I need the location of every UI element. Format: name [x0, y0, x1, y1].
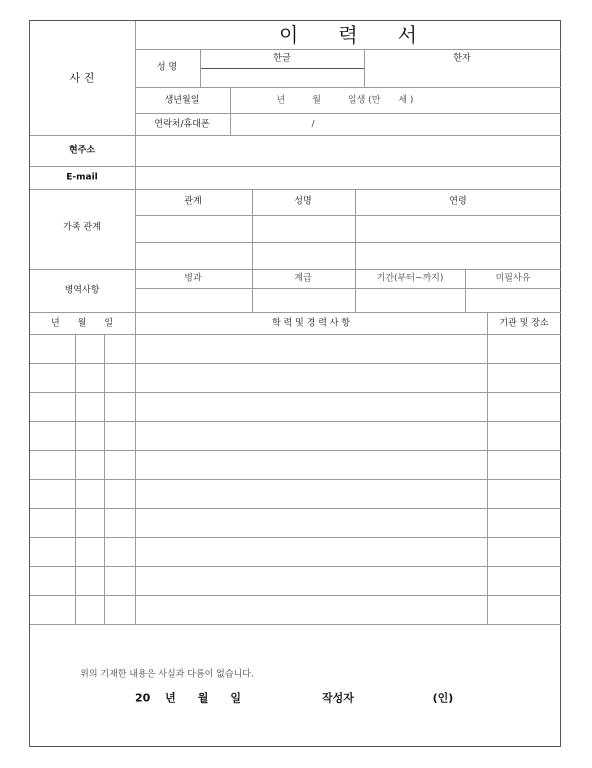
rule [104, 334, 105, 624]
rule [135, 21, 136, 624]
rule [135, 288, 561, 289]
rule [30, 566, 561, 567]
rule [355, 189, 356, 269]
family-header-age: 연령 [449, 196, 467, 207]
rule [30, 334, 561, 335]
history-label: 학 력 및 경 력 사 항 [271, 318, 351, 329]
rule [30, 450, 561, 451]
rule [75, 334, 76, 624]
name-label: 성 명 [156, 62, 178, 73]
contact-label: 연락처/휴대폰 [154, 119, 210, 130]
rule [465, 269, 466, 312]
rule [200, 49, 201, 87]
military-header-rank: 계급 [294, 273, 312, 284]
history-date-label: 년 월 일 [50, 318, 114, 329]
rule [30, 421, 561, 422]
rule [30, 189, 561, 190]
name-hanja-label: 한자 [453, 53, 471, 64]
rule [30, 479, 561, 480]
rule [135, 87, 561, 88]
rule [135, 242, 561, 243]
rule [30, 135, 561, 136]
resume-sheet [29, 20, 561, 747]
military-label: 병역사항 [64, 285, 100, 296]
address-label: 현주소 [68, 145, 96, 156]
rule [200, 68, 364, 69]
rule [30, 392, 561, 393]
rule [30, 624, 561, 625]
rule [30, 537, 561, 538]
rule [135, 49, 561, 50]
birth-label: 생년월일 [164, 95, 200, 106]
birth-fields: 년 월 일생 (만 세 ) [276, 95, 414, 106]
rule [30, 595, 561, 596]
rule [487, 312, 488, 624]
rule [30, 508, 561, 509]
rule [252, 269, 253, 312]
email-label: E-mail [66, 172, 98, 183]
rule [30, 166, 561, 167]
contact-separator: / [311, 119, 315, 130]
sign-seal: (인) [432, 691, 454, 705]
photo-label: 사 진 [69, 71, 95, 85]
rule [355, 269, 356, 312]
rule [30, 269, 561, 270]
military-header-exemption: 미필사유 [495, 273, 531, 284]
rule [252, 189, 253, 269]
family-header-name: 성명 [294, 196, 312, 207]
sign-date: 20 년 월 일 [134, 691, 242, 705]
military-header-period: 기간(부터~까지) [376, 273, 444, 284]
rule [135, 215, 561, 216]
family-header-relation: 관계 [184, 196, 202, 207]
name-korean-label: 한글 [273, 53, 291, 64]
document-title: 이 력 서 [279, 23, 417, 47]
military-header-branch: 병과 [184, 273, 202, 284]
sign-writer-label: 작성자 [322, 691, 354, 705]
rule [30, 312, 561, 313]
rule [230, 87, 231, 135]
declaration-text: 위의 기재한 내용은 사실과 다름이 없습니다. [80, 669, 254, 680]
rule [135, 113, 561, 114]
family-label: 가족 관계 [63, 222, 101, 233]
history-org-label: 기관 및 장소 [499, 318, 549, 329]
rule [30, 363, 561, 364]
rule [364, 49, 365, 87]
